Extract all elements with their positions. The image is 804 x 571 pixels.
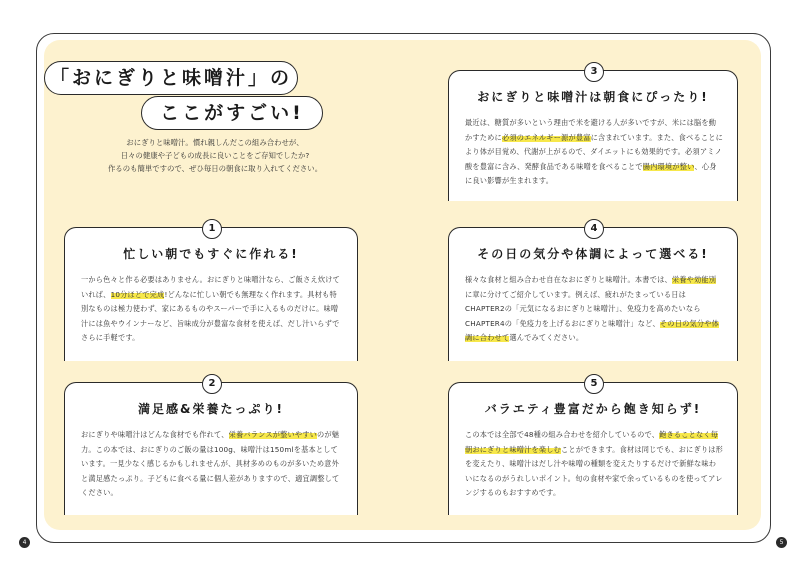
intro-text (80, 136, 350, 175)
card-body (465, 116, 723, 189)
page-number-left: 4 (19, 537, 30, 548)
card-body (465, 428, 723, 501)
body-text: ことができます。食材は同じでも、おにぎりは形を変えたり、味噌汁はだし汁や味噌の種類を変えたりするだけで新鮮な味わいになるのがうれしいポイント。旬の食材や家で余っているものを使ってアレンジするのもおすすめです。 (465, 444, 723, 497)
body-text: 選んでみてください。 (509, 333, 584, 342)
card-body (81, 273, 343, 346)
card-number: 2 (202, 374, 222, 394)
body-text: この本では全部で48種の組み合わせを紹介しているので、 (465, 430, 660, 439)
body-text: 、心身に良い影響が生まれます。 (465, 161, 717, 185)
intro-line: 作るのも簡単ですので、ぜひ毎日の朝食に取り入れてください。 (107, 164, 323, 173)
title-line-2: ここがすごい! (141, 96, 323, 130)
highlighted-text: 10分ほどで完成 (110, 289, 165, 299)
card-number: 4 (584, 219, 604, 239)
highlighted-text: 栄養バランスが整いやすい (228, 430, 318, 439)
card-number: 1 (202, 219, 222, 239)
card-title: 満足感&栄養たっぷり! (138, 402, 284, 416)
card-body (81, 428, 343, 501)
card-number: 5 (584, 374, 604, 394)
card-title: その日の気分や体調によって選べる! (477, 247, 709, 261)
feature-card-1 (64, 223, 358, 361)
intro-line: 日々の健康や子どもの成長に良いことをご存知でしたか? (120, 151, 310, 160)
body-text: 一から色々と作る必要はありません。おにぎりと味噌汁なら、ご飯 (81, 275, 304, 284)
card-title: バラエティ豊富だから飽き知らず! (484, 402, 702, 416)
highlighted-text: 栄養や効能別 (671, 275, 717, 284)
body-text: さえ炊けていれば、 (81, 275, 341, 299)
body-text: 最近は、糖質が多いという理由で米を避ける人が多いですが、米には脳を動かすために (465, 118, 717, 142)
card-body (465, 273, 723, 346)
title-line-1: 「おにぎりと味噌汁」の (44, 61, 298, 95)
highlighted-text: 飽きることなく毎朝おにぎりと味噌汁を楽しむ (465, 430, 719, 454)
body-text: のが魅力。この本では、おにぎりのご飯の量は100g、味噌汁は150mlを基本としています。一見少なく感じるかもしれませんが、具材多めのものが多いため意外と満足感たっぷり。子どもに食べる量に個人差がありますので、適宜調整してください。 (81, 430, 340, 497)
body-text: !どんなに忙しい朝でも無理なく作れます。具材も特別なものは極力使わず、家にあるものやスーパーで手に入るものだけに。味噌汁には魚やウインナーなど、旨味成分が豊富な食材を使えば、だし汁いらずでさらに手軽です。 (81, 289, 340, 342)
intro-line: おにぎりと味噌汁。慣れ親しんだこの組み合わせが、 (126, 138, 304, 147)
highlighted-text: 必須のエネルギー源が豊富 (501, 132, 591, 142)
card-title: おにぎりと味噌汁は朝食にぴったり! (477, 90, 709, 104)
card-title: 忙しい朝でもすぐに作れる! (123, 247, 299, 261)
feature-card-4 (448, 223, 738, 361)
highlighted-text: 腸内環境が整い (642, 161, 695, 171)
feature-card-5 (448, 378, 738, 515)
page-number-right: 5 (776, 537, 787, 548)
card-number: 3 (584, 62, 604, 82)
feature-card-2 (64, 378, 358, 515)
feature-card-3 (448, 66, 738, 201)
body-text: に章に分けてご紹介しています。例えば、疲れがたまっている日はCHAPTER2の「元気になるおにぎりと味噌汁」、免疫力を高めたいならCHAPTER4の「免疫力を上げるおにぎりと味噌汁」など、 (465, 289, 701, 328)
highlighted-text: その日の気分や体調に合わせて (465, 318, 720, 342)
body-text: おにぎりや味噌汁はどんな食材でも作れて、 (81, 430, 229, 439)
body-text: 様々な食材と組み合わせ自在なおにぎりと味噌汁。本書では、 (465, 275, 672, 284)
body-text: に含まれています。また、食べることにより体が目覚め、代謝が上がるので、ダイエットにも効果的です。必須アミノ酸を豊富に含み、発酵食品である味噌を食べることで (465, 132, 724, 171)
